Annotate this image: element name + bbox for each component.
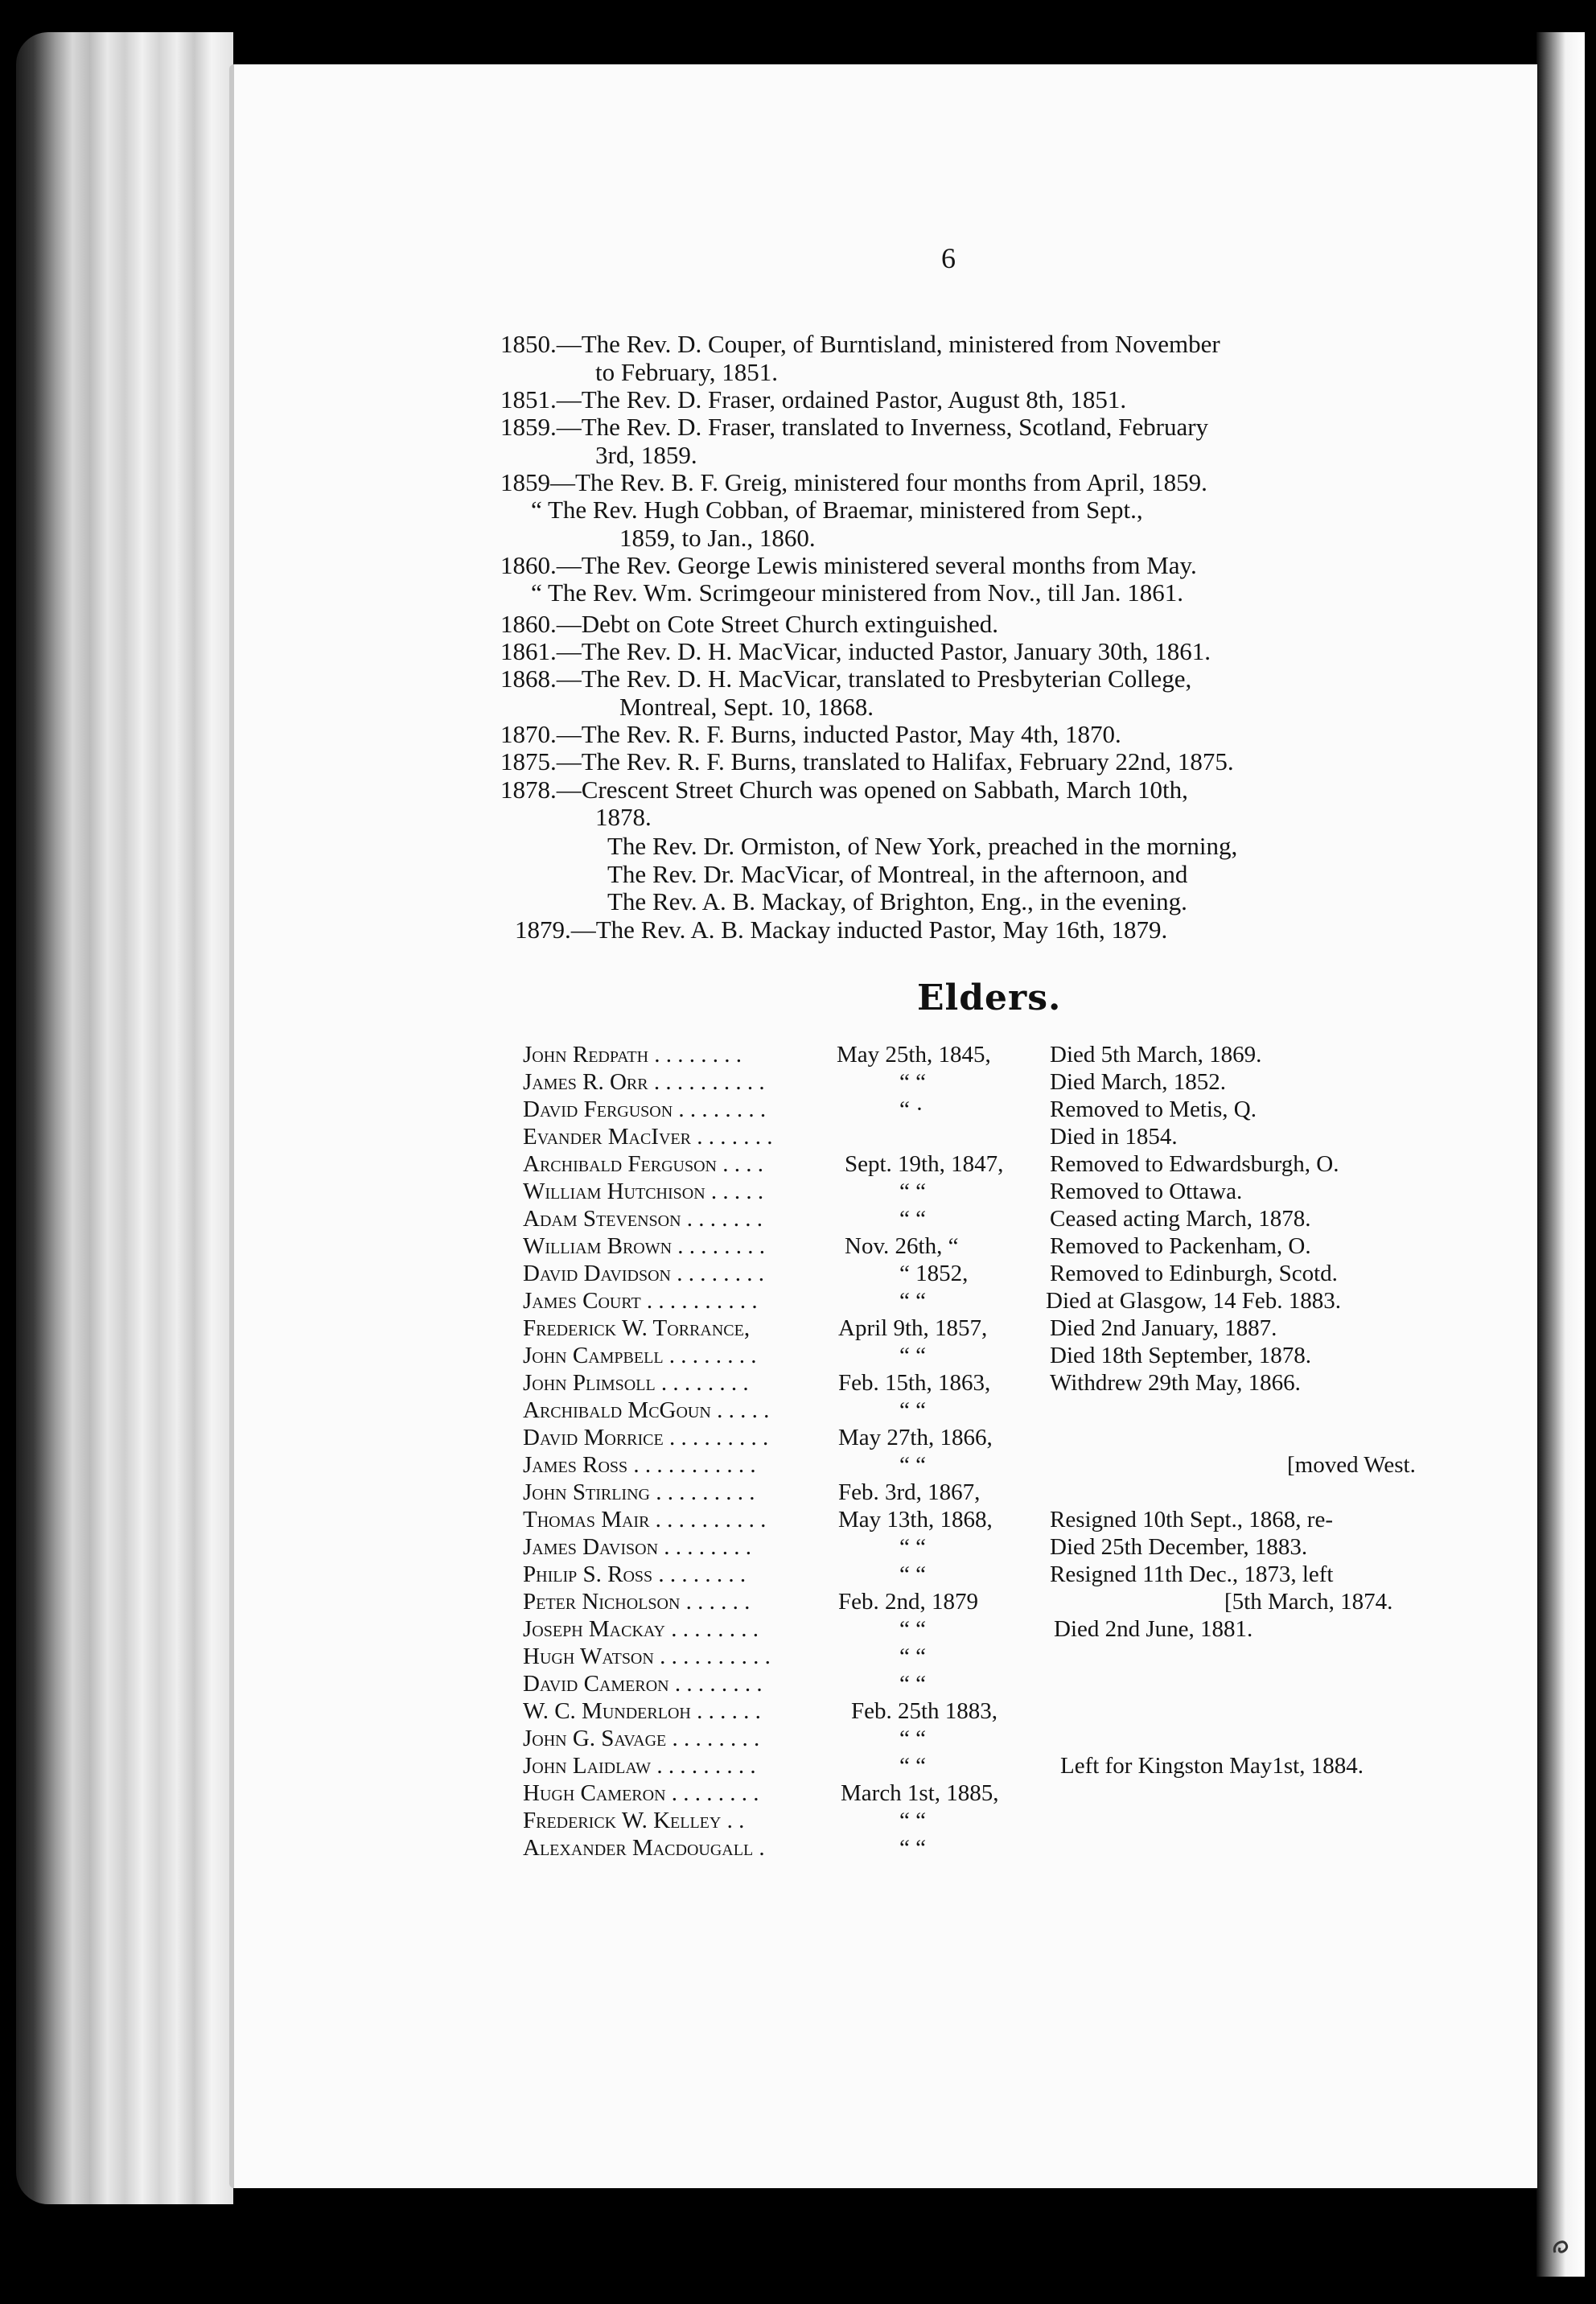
elder-date: “ “ bbox=[899, 1808, 926, 1833]
elder-date: May 13th, 1868, bbox=[838, 1507, 993, 1533]
history-line: to February, 1851. bbox=[595, 358, 779, 386]
elder-name: John Redpath . . . . . . . . bbox=[523, 1042, 742, 1068]
elder-name: Hugh Cameron . . . . . . . . bbox=[523, 1780, 759, 1806]
elder-note: [moved West. bbox=[1287, 1452, 1416, 1478]
elder-date: “ “ bbox=[899, 1726, 926, 1751]
elder-name: John Stirling . . . . . . . . . bbox=[523, 1479, 755, 1505]
elder-name: Philip S. Ross . . . . . . . . bbox=[523, 1561, 747, 1587]
elder-note: Removed to Edwardsburgh, O. bbox=[1050, 1151, 1339, 1177]
elder-name: Alexander Macdougall . bbox=[523, 1835, 765, 1861]
elder-note: Died 18th September, 1878. bbox=[1050, 1343, 1312, 1368]
elder-date: “ 1852, bbox=[899, 1261, 969, 1286]
elder-note: Removed to Packenham, O. bbox=[1050, 1233, 1311, 1259]
elder-note: Died March, 1852. bbox=[1050, 1069, 1227, 1095]
history-line: 1859.—The Rev. D. Fraser, translated to Inverness, Scotland, February bbox=[500, 413, 1209, 441]
history-line: 1859—The Rev. B. F. Greig, ministered four months from April, 1859. bbox=[500, 468, 1207, 496]
history-line: 1859, to Jan., 1860. bbox=[619, 524, 816, 552]
elders-heading: Elders. bbox=[917, 977, 1062, 1018]
history-line: 1879.—The Rev. A. B. Mackay inducted Pastor, May 16th, 1879. bbox=[515, 915, 1168, 944]
page-number: 6 bbox=[941, 242, 956, 274]
elder-name: John Plimsoll . . . . . . . . bbox=[523, 1370, 749, 1396]
history-line: Montreal, Sept. 10, 1868. bbox=[619, 693, 874, 721]
history-line: 1875.—The Rev. R. F. Burns, translated to Halifax, February 22nd, 1875. bbox=[500, 747, 1234, 776]
elder-name: James Davison . . . . . . . . bbox=[523, 1534, 752, 1560]
elder-name: Peter Nicholson . . . . . . bbox=[523, 1589, 751, 1615]
elder-note: Died at Glasgow, 14 Feb. 1883. bbox=[1046, 1288, 1342, 1314]
elder-name: W. C. Munderloh . . . . . . bbox=[523, 1698, 761, 1724]
elder-date: Feb. 15th, 1863, bbox=[838, 1370, 991, 1396]
elder-date: “ “ bbox=[899, 1644, 926, 1669]
elder-name: Evander MacIver . . . . . . . bbox=[523, 1124, 773, 1150]
elder-date: Sept. 19th, 1847, bbox=[845, 1151, 1004, 1177]
elder-date: “ “ bbox=[899, 1561, 926, 1587]
elder-date: April 9th, 1857, bbox=[838, 1315, 988, 1341]
elder-name: James Court . . . . . . . . . . bbox=[523, 1288, 758, 1314]
history-line: 1878.—Crescent Street Church was opened on Sabbath, March 10th, bbox=[500, 776, 1188, 804]
elder-name: James Ross . . . . . . . . . . . bbox=[523, 1452, 756, 1478]
elder-date: “ · bbox=[899, 1096, 923, 1122]
elder-date: “ “ bbox=[899, 1206, 926, 1232]
elder-note: Died 2nd January, 1887. bbox=[1050, 1315, 1277, 1341]
history-line: 1870.—The Rev. R. F. Burns, inducted Pastor, May 4th, 1870. bbox=[500, 720, 1121, 748]
elder-note: Died 5th March, 1869. bbox=[1050, 1042, 1262, 1068]
elder-name: David Ferguson . . . . . . . . bbox=[523, 1096, 767, 1122]
elder-name: John Campbell . . . . . . . . bbox=[523, 1343, 757, 1368]
elder-date: “ “ bbox=[899, 1753, 926, 1779]
elder-name: David Morrice . . . . . . . . . bbox=[523, 1425, 769, 1450]
elder-name: Joseph Mackay . . . . . . . . bbox=[523, 1616, 759, 1642]
elder-name: David Davidson . . . . . . . . bbox=[523, 1261, 764, 1286]
elder-note: Removed to Edinburgh, Scotd. bbox=[1050, 1261, 1338, 1286]
elder-date: Feb. 2nd, 1879 bbox=[838, 1589, 978, 1615]
elder-date: Nov. 26th, “ bbox=[845, 1233, 959, 1259]
elder-name: Adam Stevenson . . . . . . . bbox=[523, 1206, 763, 1232]
elder-date: Feb. 3rd, 1867, bbox=[838, 1479, 981, 1505]
elder-name: James R. Orr . . . . . . . . . . bbox=[523, 1069, 765, 1095]
elder-date: “ “ bbox=[899, 1835, 926, 1861]
elder-note: [5th March, 1874. bbox=[1224, 1589, 1393, 1615]
history-line: 1860.—Debt on Cote Street Church extinguished. bbox=[500, 610, 999, 638]
book-page-edges bbox=[16, 32, 233, 2204]
elder-date: “ “ bbox=[899, 1179, 926, 1204]
elder-date: “ “ bbox=[899, 1069, 926, 1095]
elder-date: “ “ bbox=[899, 1397, 926, 1423]
elder-date: “ “ bbox=[899, 1343, 926, 1368]
elder-name: Frederick W. Kelley . . bbox=[523, 1808, 745, 1833]
history-line: The Rev. Dr. MacVicar, of Montreal, in the afternoon, and bbox=[607, 860, 1188, 888]
elder-date: “ “ bbox=[899, 1452, 926, 1478]
page-corner-smudge bbox=[1549, 2220, 1581, 2269]
elder-name: Archibald McGoun . . . . . bbox=[523, 1397, 770, 1423]
elder-note: Withdrew 29th May, 1866. bbox=[1050, 1370, 1301, 1396]
elder-note: Resigned 10th Sept., 1868, re- bbox=[1050, 1507, 1333, 1533]
elder-name: John Laidlaw . . . . . . . . . bbox=[523, 1753, 756, 1779]
elder-date: “ “ bbox=[899, 1616, 926, 1642]
elder-date: “ “ bbox=[899, 1534, 926, 1560]
history-line: 1868.—The Rev. D. H. MacVicar, translated to Presbyterian College, bbox=[500, 664, 1192, 693]
elder-note: Ceased acting March, 1878. bbox=[1050, 1206, 1311, 1232]
elder-note: Died 25th December, 1883. bbox=[1050, 1534, 1308, 1560]
elder-date: May 25th, 1845, bbox=[837, 1042, 991, 1068]
history-line: “ The Rev. Wm. Scrimgeour ministered from Nov., till Jan. 1861. bbox=[531, 578, 1184, 607]
history-line: 1860.—The Rev. George Lewis ministered several months from May. bbox=[500, 551, 1197, 579]
history-line: 3rd, 1859. bbox=[595, 441, 697, 469]
elder-date: Feb. 25th 1883, bbox=[851, 1698, 998, 1724]
elder-name: John G. Savage . . . . . . . . bbox=[523, 1726, 760, 1751]
elder-name: Thomas Mair . . . . . . . . . . bbox=[523, 1507, 767, 1533]
elder-note: Removed to Ottawa. bbox=[1050, 1179, 1243, 1204]
elder-note: Removed to Metis, Q. bbox=[1050, 1096, 1257, 1122]
elder-note: Left for Kingston May1st, 1884. bbox=[1060, 1753, 1364, 1779]
history-line: 1861.—The Rev. D. H. MacVicar, inducted Pastor, January 30th, 1861. bbox=[500, 637, 1211, 665]
history-line: 1851.—The Rev. D. Fraser, ordained Pastor, August 8th, 1851. bbox=[500, 385, 1127, 413]
elder-date: March 1st, 1885, bbox=[841, 1780, 999, 1806]
elder-date: May 27th, 1866, bbox=[838, 1425, 993, 1450]
elder-name: David Cameron . . . . . . . . bbox=[523, 1671, 763, 1697]
elder-date: “ “ bbox=[899, 1671, 926, 1697]
history-line: The Rev. Dr. Ormiston, of New York, preached in the morning, bbox=[607, 832, 1238, 860]
elder-note: Resigned 11th Dec., 1873, left bbox=[1050, 1561, 1334, 1587]
history-line: 1878. bbox=[595, 803, 652, 831]
elder-name: William Hutchison . . . . . bbox=[523, 1179, 764, 1204]
elder-note: Died in 1854. bbox=[1050, 1124, 1178, 1150]
elder-name: Archibald Ferguson . . . . bbox=[523, 1151, 764, 1177]
history-line: “ The Rev. Hugh Cobban, of Braemar, ministered from Sept., bbox=[531, 496, 1143, 524]
elder-name: Hugh Watson . . . . . . . . . . bbox=[523, 1644, 771, 1669]
history-line: 1850.—The Rev. D. Couper, of Burntisland, ministered from November bbox=[500, 330, 1220, 358]
history-line: The Rev. A. B. Mackay, of Brighton, Eng., in the evening. bbox=[607, 887, 1187, 915]
elder-date: “ “ bbox=[899, 1288, 926, 1314]
elder-name: Frederick W. Torrance, bbox=[523, 1315, 751, 1341]
elder-note: Died 2nd June, 1881. bbox=[1054, 1616, 1253, 1642]
elder-name: William Brown . . . . . . . . bbox=[523, 1233, 766, 1259]
